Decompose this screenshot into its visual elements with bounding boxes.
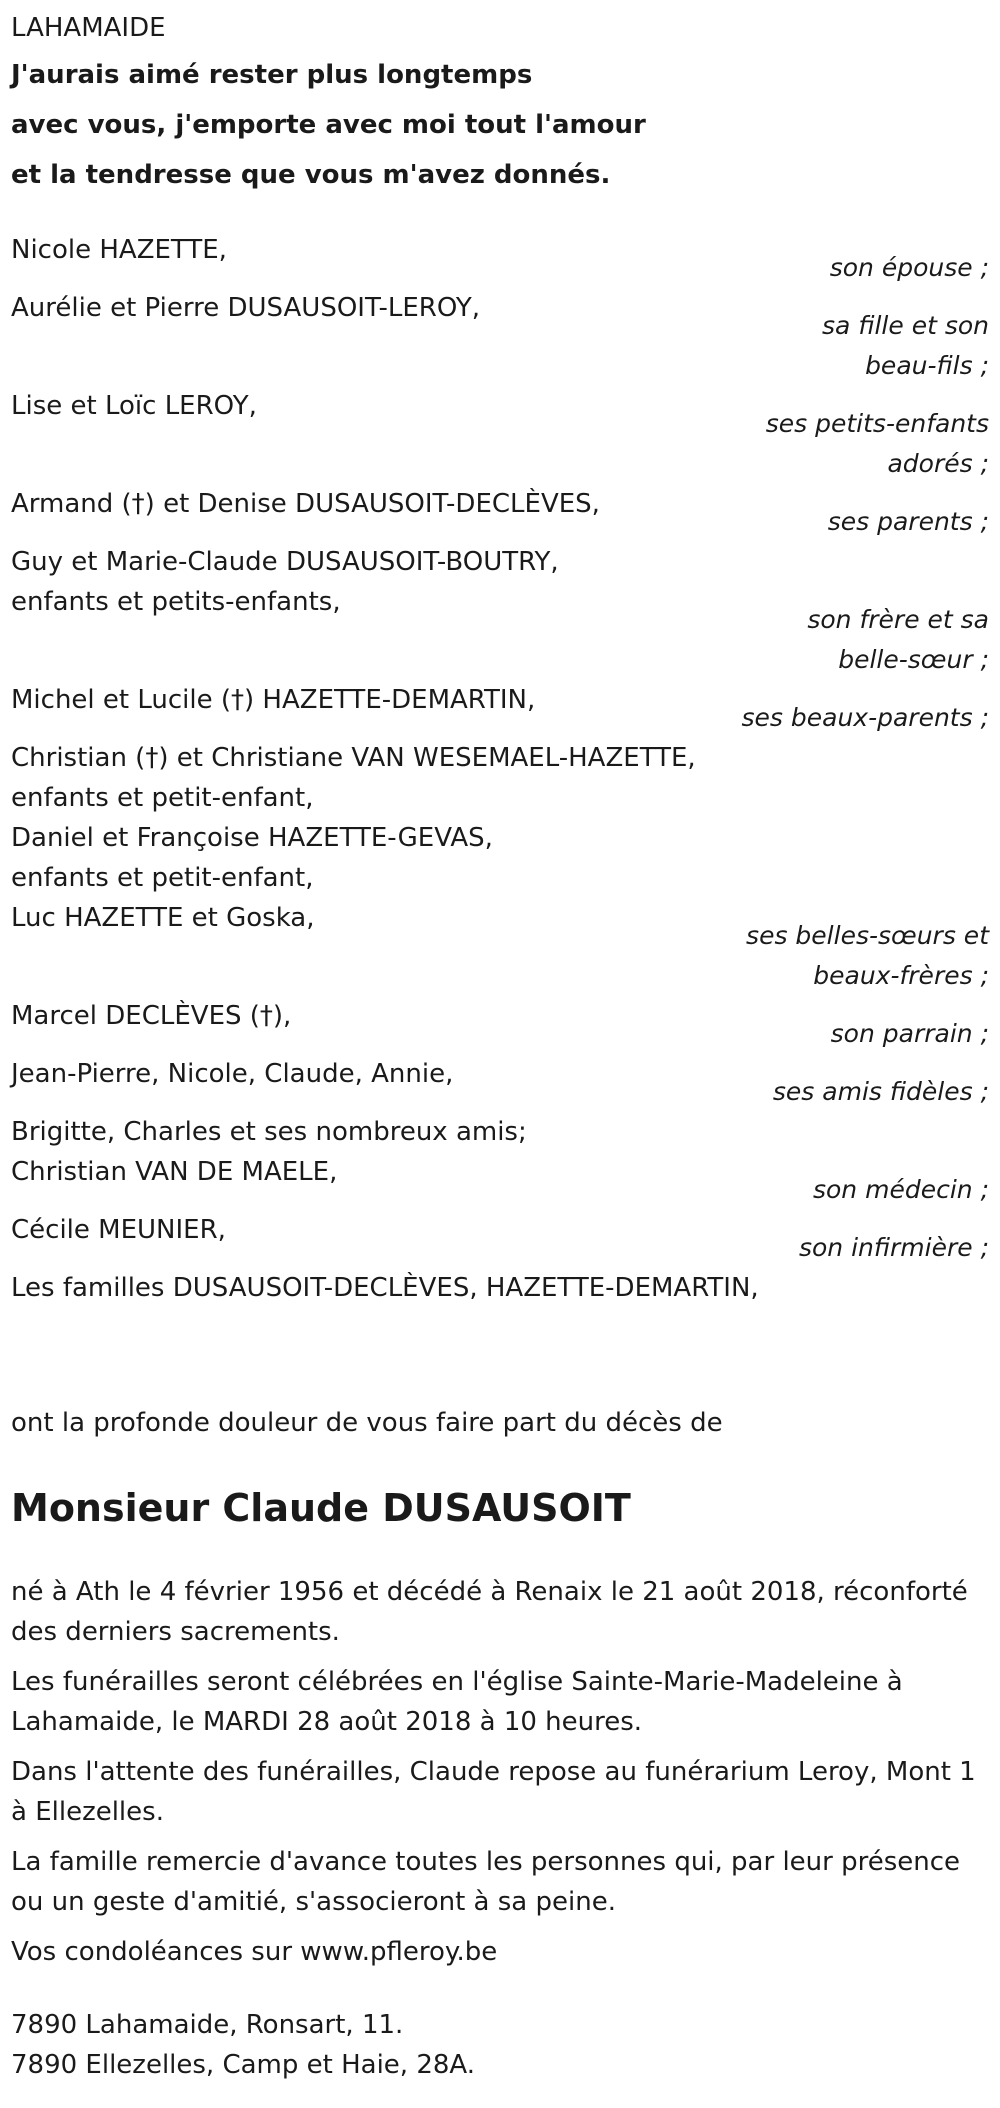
family-name-line: Luc HAZETTE et Goska, bbox=[11, 903, 315, 933]
address-line: 7890 Ellezelles, Camp et Haie, 28A. bbox=[11, 2050, 476, 2080]
family-name-line: Michel et Lucile (†) HAZETTE-DEMARTIN, bbox=[11, 685, 536, 715]
family-name-line: Les familles DUSAUSOIT-DECLÈVES, HAZETTE-DEMARTIN, bbox=[11, 1273, 759, 1303]
address-line: 7890 Lahamaide, Ronsart, 11. bbox=[11, 2010, 404, 2040]
relationship-label bbox=[731, 600, 991, 680]
family-names bbox=[11, 738, 991, 938]
family-name-line: Nicole HAZETTE, bbox=[11, 235, 227, 265]
relationship-label bbox=[731, 306, 991, 386]
relationship-label bbox=[731, 502, 991, 542]
family-name-line: enfants et petit-enfant, bbox=[11, 863, 314, 893]
family-entry bbox=[11, 996, 991, 1054]
family-entry bbox=[11, 1112, 991, 1210]
family-entry bbox=[11, 1210, 991, 1268]
family-names bbox=[11, 1268, 991, 1308]
relationship-label bbox=[731, 1228, 991, 1268]
relationship-line: ses petits-enfants bbox=[765, 409, 989, 438]
funeral-details bbox=[11, 1572, 986, 1982]
relationship-line: beaux-frères ; bbox=[813, 961, 989, 990]
family-name-line: enfants et petits-enfants, bbox=[11, 587, 341, 617]
relationship-line: belle-sœur ; bbox=[838, 645, 989, 674]
family-entry bbox=[11, 1268, 991, 1308]
relationship-line: ses parents ; bbox=[827, 507, 989, 536]
relationship-label bbox=[731, 248, 991, 288]
family-name-line: Christian VAN DE MAELE, bbox=[11, 1157, 338, 1187]
family-entry bbox=[11, 542, 991, 680]
family-name-line: Lise et Loïc LEROY, bbox=[11, 391, 257, 421]
quote-line: J'aurais aimé rester plus longtemps bbox=[11, 60, 533, 90]
thanks-message: La famille remercie d'avance toutes les personnes qui, par leur présence ou un geste d'amitié, s'associeront à sa peine. bbox=[11, 1847, 961, 1917]
relationship-line: adorés ; bbox=[887, 449, 989, 478]
addresses bbox=[11, 2005, 475, 2085]
quote-line: et la tendresse que vous m'avez donnés. bbox=[11, 160, 611, 190]
family-list bbox=[11, 230, 991, 1308]
relationship-line: beau-fils ; bbox=[865, 351, 989, 380]
relationship-label bbox=[731, 698, 991, 738]
funeral-ceremony-info: Les funérailles seront célébrées en l'église Sainte-Marie-Madeleine à Lahamaide, le MARDI 28 août 2018 à 10 heures. bbox=[11, 1667, 903, 1737]
birth-death-info: né à Ath le 4 février 1956 et décédé à Renaix le 21 août 2018, réconforté des derniers sacrements. bbox=[11, 1577, 968, 1647]
quote-line: avec vous, j'emporte avec moi tout l'amour bbox=[11, 110, 646, 140]
family-entry bbox=[11, 1054, 991, 1112]
relationship-label bbox=[731, 1072, 991, 1112]
relationship-label bbox=[731, 916, 991, 996]
family-name-line: Brigitte, Charles et ses nombreux amis; bbox=[11, 1117, 527, 1147]
funerarium-info: Dans l'attente des funérailles, Claude repose au funérarium Leroy, Mont 1 à Ellezelles. bbox=[11, 1757, 976, 1827]
family-entry bbox=[11, 288, 991, 386]
relationship-line: ses beaux-parents ; bbox=[741, 703, 989, 732]
family-name-line: Jean-Pierre, Nicole, Claude, Annie, bbox=[11, 1059, 454, 1089]
relationship-line: son épouse ; bbox=[829, 253, 989, 282]
family-entry bbox=[11, 484, 991, 542]
relationship-line: ses belles-sœurs et bbox=[746, 921, 989, 950]
deceased-name: Monsieur Claude DUSAUSOIT bbox=[11, 1486, 631, 1530]
relationship-label bbox=[731, 404, 991, 484]
announcement-intro: ont la profonde douleur de vous faire part du décès de bbox=[11, 1408, 723, 1438]
relationship-line: son infirmière ; bbox=[798, 1233, 989, 1262]
relationship-label bbox=[731, 1014, 991, 1054]
relationship-line: son frère et sa bbox=[807, 605, 989, 634]
relationship-line: ses amis fidèles ; bbox=[772, 1077, 989, 1106]
family-name-line: Christian (†) et Christiane VAN WESEMAEL-HAZETTE, bbox=[11, 743, 696, 773]
relationship-label bbox=[731, 1170, 991, 1210]
family-name-line: enfants et petit-enfant, bbox=[11, 783, 314, 813]
family-entry bbox=[11, 738, 991, 996]
family-name-line: Daniel et Françoise HAZETTE-GEVAS, bbox=[11, 823, 493, 853]
family-name-line: Marcel DECLÈVES (†), bbox=[11, 1001, 292, 1031]
family-name-line: Guy et Marie-Claude DUSAUSOIT-BOUTRY, bbox=[11, 547, 559, 577]
relationship-line: sa fille et son bbox=[822, 311, 989, 340]
family-entry bbox=[11, 386, 991, 484]
epitaph-quote bbox=[11, 50, 646, 200]
locality-heading: LAHAMAIDE bbox=[11, 13, 166, 43]
family-name-line: Cécile MEUNIER, bbox=[11, 1215, 226, 1245]
family-entry bbox=[11, 680, 991, 738]
relationship-line: son médecin ; bbox=[812, 1175, 989, 1204]
family-entry bbox=[11, 230, 991, 288]
condolences-link-text: Vos condoléances sur www.pfleroy.be bbox=[11, 1937, 498, 1967]
family-name-line: Armand (†) et Denise DUSAUSOIT-DECLÈVES, bbox=[11, 489, 600, 519]
family-name-line: Aurélie et Pierre DUSAUSOIT-LEROY, bbox=[11, 293, 481, 323]
relationship-line: son parrain ; bbox=[830, 1019, 989, 1048]
